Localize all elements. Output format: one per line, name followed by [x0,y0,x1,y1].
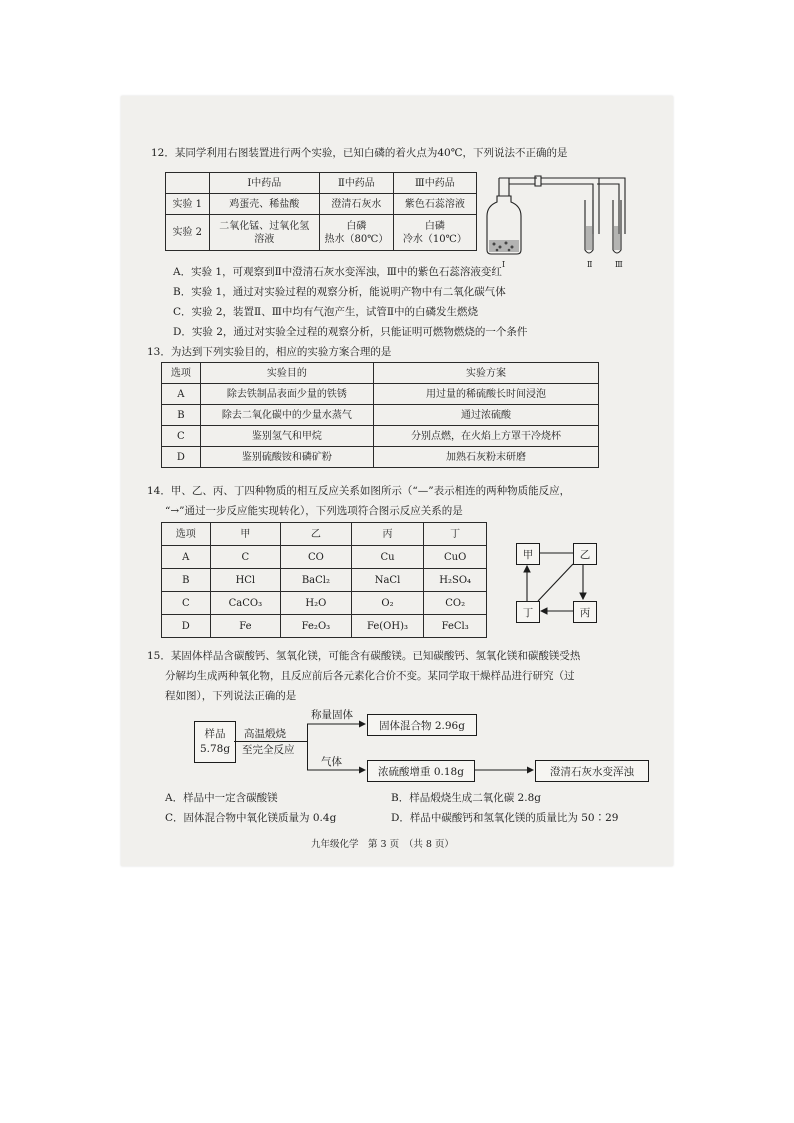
q13-row-d-goal: 鉴别硫酸铵和磷矿粉 [200,447,373,468]
q12-row1-c2: 澄清石灰水 [320,194,394,215]
q14-row-c-jia: CaCO₃ [210,592,281,615]
q13-row-b-option: B [162,405,201,426]
q15-stem-line1: 15．某固体样品含碳酸钙、氢氧化镁，可能含有碳酸镁。已知碳酸钙、氢氧化镁和碳酸镁受热 [147,650,581,662]
q14-row-a-option: A [162,546,211,569]
flow-solid-mixture-box: 固体混合物 2.96g [367,714,477,736]
q14-row-c-bing: O₂ [351,592,424,615]
q13-row-c-option: C [162,426,201,447]
q12-row1-c1: 鸡蛋壳、稀盐酸 [209,194,320,215]
diagram-node-bing: 丙 [573,601,597,623]
q14-row-a-jia: C [210,546,281,569]
q12-row2-c1 [209,215,320,251]
diagram-node-ding: 丁 [516,601,540,623]
q12-row2-c3-line2: 冷水（10℃） [402,233,467,245]
q14-row-d-bing: Fe(OH)₃ [351,615,424,638]
flow-condition-line1: 高温煅烧 [244,728,286,740]
flow-sample-label: 样品 [204,728,226,740]
q12-header-blank [166,173,210,194]
q14-row-a-yi: CO [281,546,352,569]
q12-header-3: Ⅲ中药品 [393,173,476,194]
q14-header-option: 选项 [162,523,211,546]
q12-row2-c2-line2: 热水（80℃） [324,233,389,245]
q13-row-c-plan: 分别点燃，在火焰上方罩干冷烧杯 [374,426,599,447]
q14-stem-line2: “→”通过一步反应能实现转化），下列选项符合图示反应关系的是 [165,505,463,517]
q14-row-c-option: C [162,592,211,615]
q12-header-2: Ⅱ中药品 [320,173,394,194]
diagram-node-jia: 甲 [516,543,540,565]
q14-row-d-ding: FeCl₃ [424,615,487,638]
q14-row-b-jia: HCl [210,569,281,592]
q12-row2-c2 [320,215,394,251]
q12-option-a: A．实验 1，可观察到Ⅱ中澄清石灰水变浑浊，Ⅲ中的紫色石蕊溶液变红 [173,266,502,278]
flow-condition-line2: 至完全反应 [242,744,295,756]
q13-row-d-option: D [162,447,201,468]
q13-row-a-plan: 用过量的稀硫酸长时间浸泡 [374,384,599,405]
q15-stem-line2: 分解均生成两种氧化物，且反应前后各元素化合价不变。某同学取干燥样品进行研究（过 [165,670,575,682]
q14-row-d-option: D [162,615,211,638]
q14-row-b-yi: BaCl₂ [281,569,352,592]
q13-row-c-goal: 鉴别氢气和甲烷 [200,426,373,447]
q12-row2-c3 [393,215,476,251]
flow-acid-gain-box: 浓硫酸增重 0.18g [367,760,475,782]
q14-header-yi: 乙 [281,523,352,546]
q14-row-d-jia: Fe [210,615,281,638]
q13-table [161,362,599,468]
exam-page [121,96,673,866]
q13-row-d-plan: 加熟石灰粉末研磨 [374,447,599,468]
q13-row-a-goal: 除去铁制品表面少量的铁锈 [200,384,373,405]
q12-header-1: Ⅰ中药品 [209,173,320,194]
q14-row-b-option: B [162,569,211,592]
q13-header-goal: 实验目的 [200,363,373,384]
q13-row-b-goal: 除去二氧化碳中的少量水蒸气 [200,405,373,426]
q14-row-b-bing: NaCl [351,569,424,592]
q12-row2-c2-line1: 白磷 [346,220,367,232]
q14-header-jia: 甲 [210,523,281,546]
apparatus-label-2: Ⅱ [587,260,593,269]
q15-option-d: D．样品中碳酸钙和氢氧化镁的质量比为 50∶29 [391,812,619,824]
q14-row-a-ding: CuO [424,546,487,569]
flow-gas-label: 气体 [321,756,342,768]
q14-row-c-ding: CO₂ [424,592,487,615]
q12-row2-label: 实验 2 [166,215,210,251]
q12-option-b: B．实验 1，通过对实验过程的观察分析，能说明产物中有二氧化碳气体 [173,286,506,298]
q12-row2-c1-line1: 二氧化锰、过氧化氢 [219,220,310,232]
q12-apparatus-diagram [485,176,635,262]
q12-row1-label: 实验 1 [166,194,210,215]
q13-stem: 13．为达到下列实验目的，相应的实验方案合理的是 [147,346,392,358]
q12-table [165,172,477,251]
q12-option-c: C．实验 2，装置Ⅱ、Ⅲ中均有气泡产生，试管Ⅱ中的白磷发生燃烧 [173,306,478,318]
q15-option-a: A．样品中一定含碳酸镁 [165,792,278,804]
q12-option-d: D．实验 2，通过对实验全过程的观察分析，只能证明可燃物燃烧的一个条件 [173,326,528,338]
q12-row2-c3-line1: 白磷 [424,220,445,232]
q15-stem-line3: 程如图），下列说法正确的是 [165,690,297,702]
page-footer: 九年级化学 第 3 页 （共 8 页） [311,839,454,850]
flow-line-main [234,741,307,742]
q14-header-bing: 丙 [351,523,424,546]
q13-header-plan: 实验方案 [374,363,599,384]
q14-relation-arrows [501,536,611,631]
q12-stem: 12．某同学利用右图装置进行两个实验，已知白磷的着火点为40℃，下列说法不正确的是 [151,147,568,159]
flow-weigh-label: 称量固体 [311,709,353,721]
q14-row-a-bing: Cu [351,546,424,569]
q13-row-b-plan: 通过浓硫酸 [374,405,599,426]
q15-option-b: B．样品煅烧生成二氧化碳 2.8g [391,792,541,804]
flow-limewater-box: 澄清石灰水变浑浊 [535,760,649,782]
q13-header-option: 选项 [162,363,201,384]
q14-row-d-yi: Fe₂O₃ [281,615,352,638]
q14-header-ding: 丁 [424,523,487,546]
flow-sample-mass: 5.78g [199,743,231,755]
q14-stem-line1: 14．甲、乙、丙、丁四种物质的相互反应关系如图所示（“—”表示相连的两种物质能反应， [147,485,571,497]
q14-table [161,522,487,638]
q12-row1-c3: 紫色石蕊溶液 [393,194,476,215]
q14-row-b-ding: H₂SO₄ [424,569,487,592]
q13-row-a-option: A [162,384,201,405]
q15-option-c: C．固体混合物中氧化镁质量为 0.4g [165,812,337,824]
q12-row2-c1-line2: 溶液 [254,233,275,245]
diagram-node-yi: 乙 [573,543,597,565]
q14-row-c-yi: H₂O [281,592,352,615]
flow-sample-box [194,721,236,763]
apparatus-label-1: Ⅰ [502,260,506,269]
apparatus-label-3: Ⅲ [615,260,623,269]
